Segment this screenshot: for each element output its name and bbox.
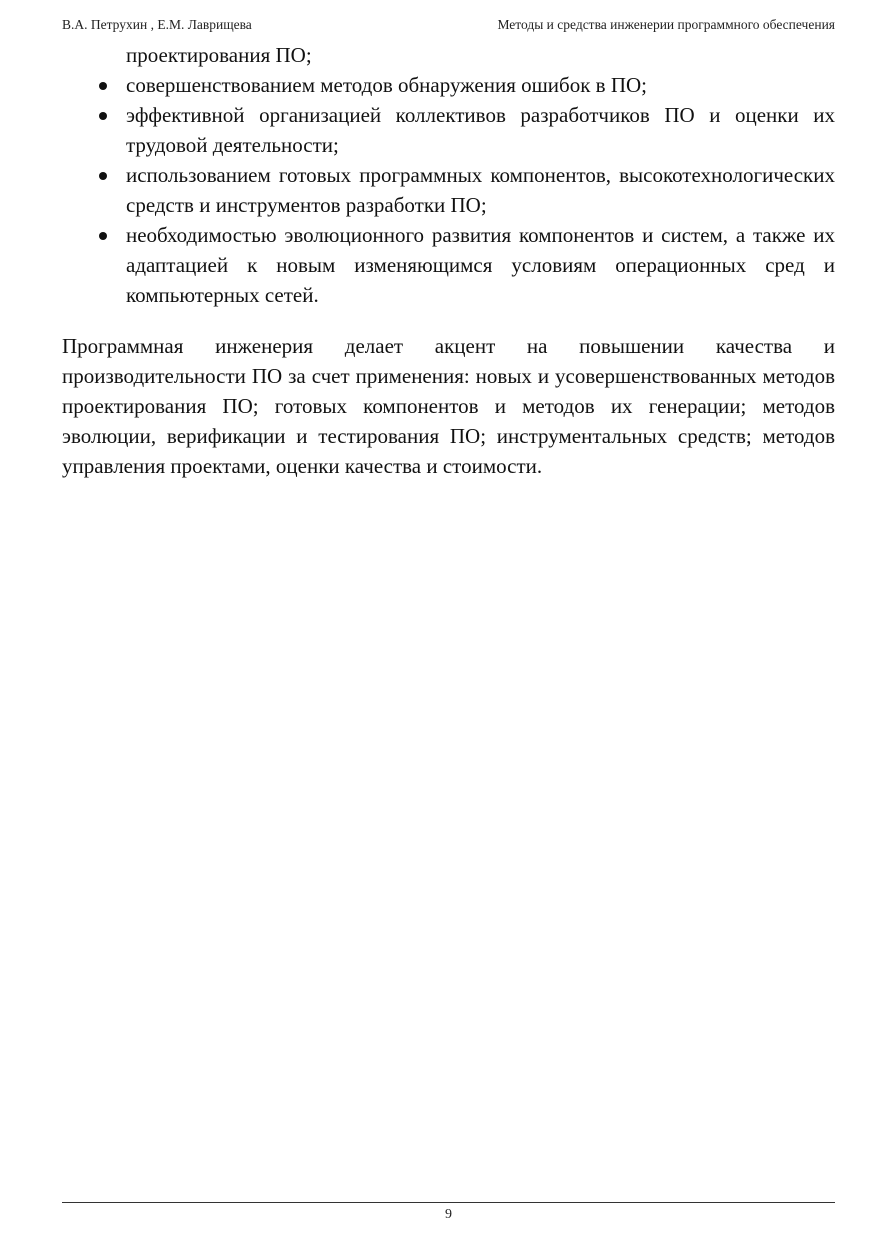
body-text	[62, 40, 835, 481]
running-header	[62, 16, 835, 34]
header-book-title: Методы и средства инженерии программного обеспечения	[497, 17, 835, 32]
continuation-line: проектирования ПО;	[126, 43, 312, 67]
bullet-list	[62, 70, 835, 310]
bullet-text: необходимостью эволюционного развития компонентов и систем, а также их адаптацией к новым изменяющимся условиям операционных сред и компьютерных сетей.	[126, 223, 835, 307]
body-paragraph: Программная инженерия делает акцент на повышении качества и производительности ПО за счет применения: новых и усовершенствованных методов проектирования ПО; готовых компонентов и методов их генерации; методов эволюции, верификации и тестирования ПО; инструментальных средств; методов управления проектами, оценки качества и стоимости.	[62, 334, 835, 478]
bullet-item	[62, 100, 835, 160]
bullet-item	[62, 70, 835, 100]
bullet-dot-icon	[99, 82, 107, 90]
bullet-text: использованием готовых программных компонентов, высокотехнологических средств и инструментов разработки ПО;	[126, 163, 835, 217]
header-authors: В.А. Петрухин , Е.М. Лаврищева	[62, 17, 252, 32]
bullet-dot-icon	[99, 112, 107, 120]
page-number: 9	[445, 1207, 452, 1222]
bullet-dot-icon	[99, 232, 107, 240]
footer-divider	[62, 1202, 835, 1203]
bullet-dot-icon	[99, 172, 107, 180]
bullet-item	[62, 160, 835, 220]
bullet-item	[62, 220, 835, 310]
bullet-text: эффективной организацией коллективов разработчиков ПО и оценки их трудовой деятельности;	[126, 103, 835, 157]
bullet-text: совершенствованием методов обнаружения ошибок в ПО;	[126, 73, 647, 97]
